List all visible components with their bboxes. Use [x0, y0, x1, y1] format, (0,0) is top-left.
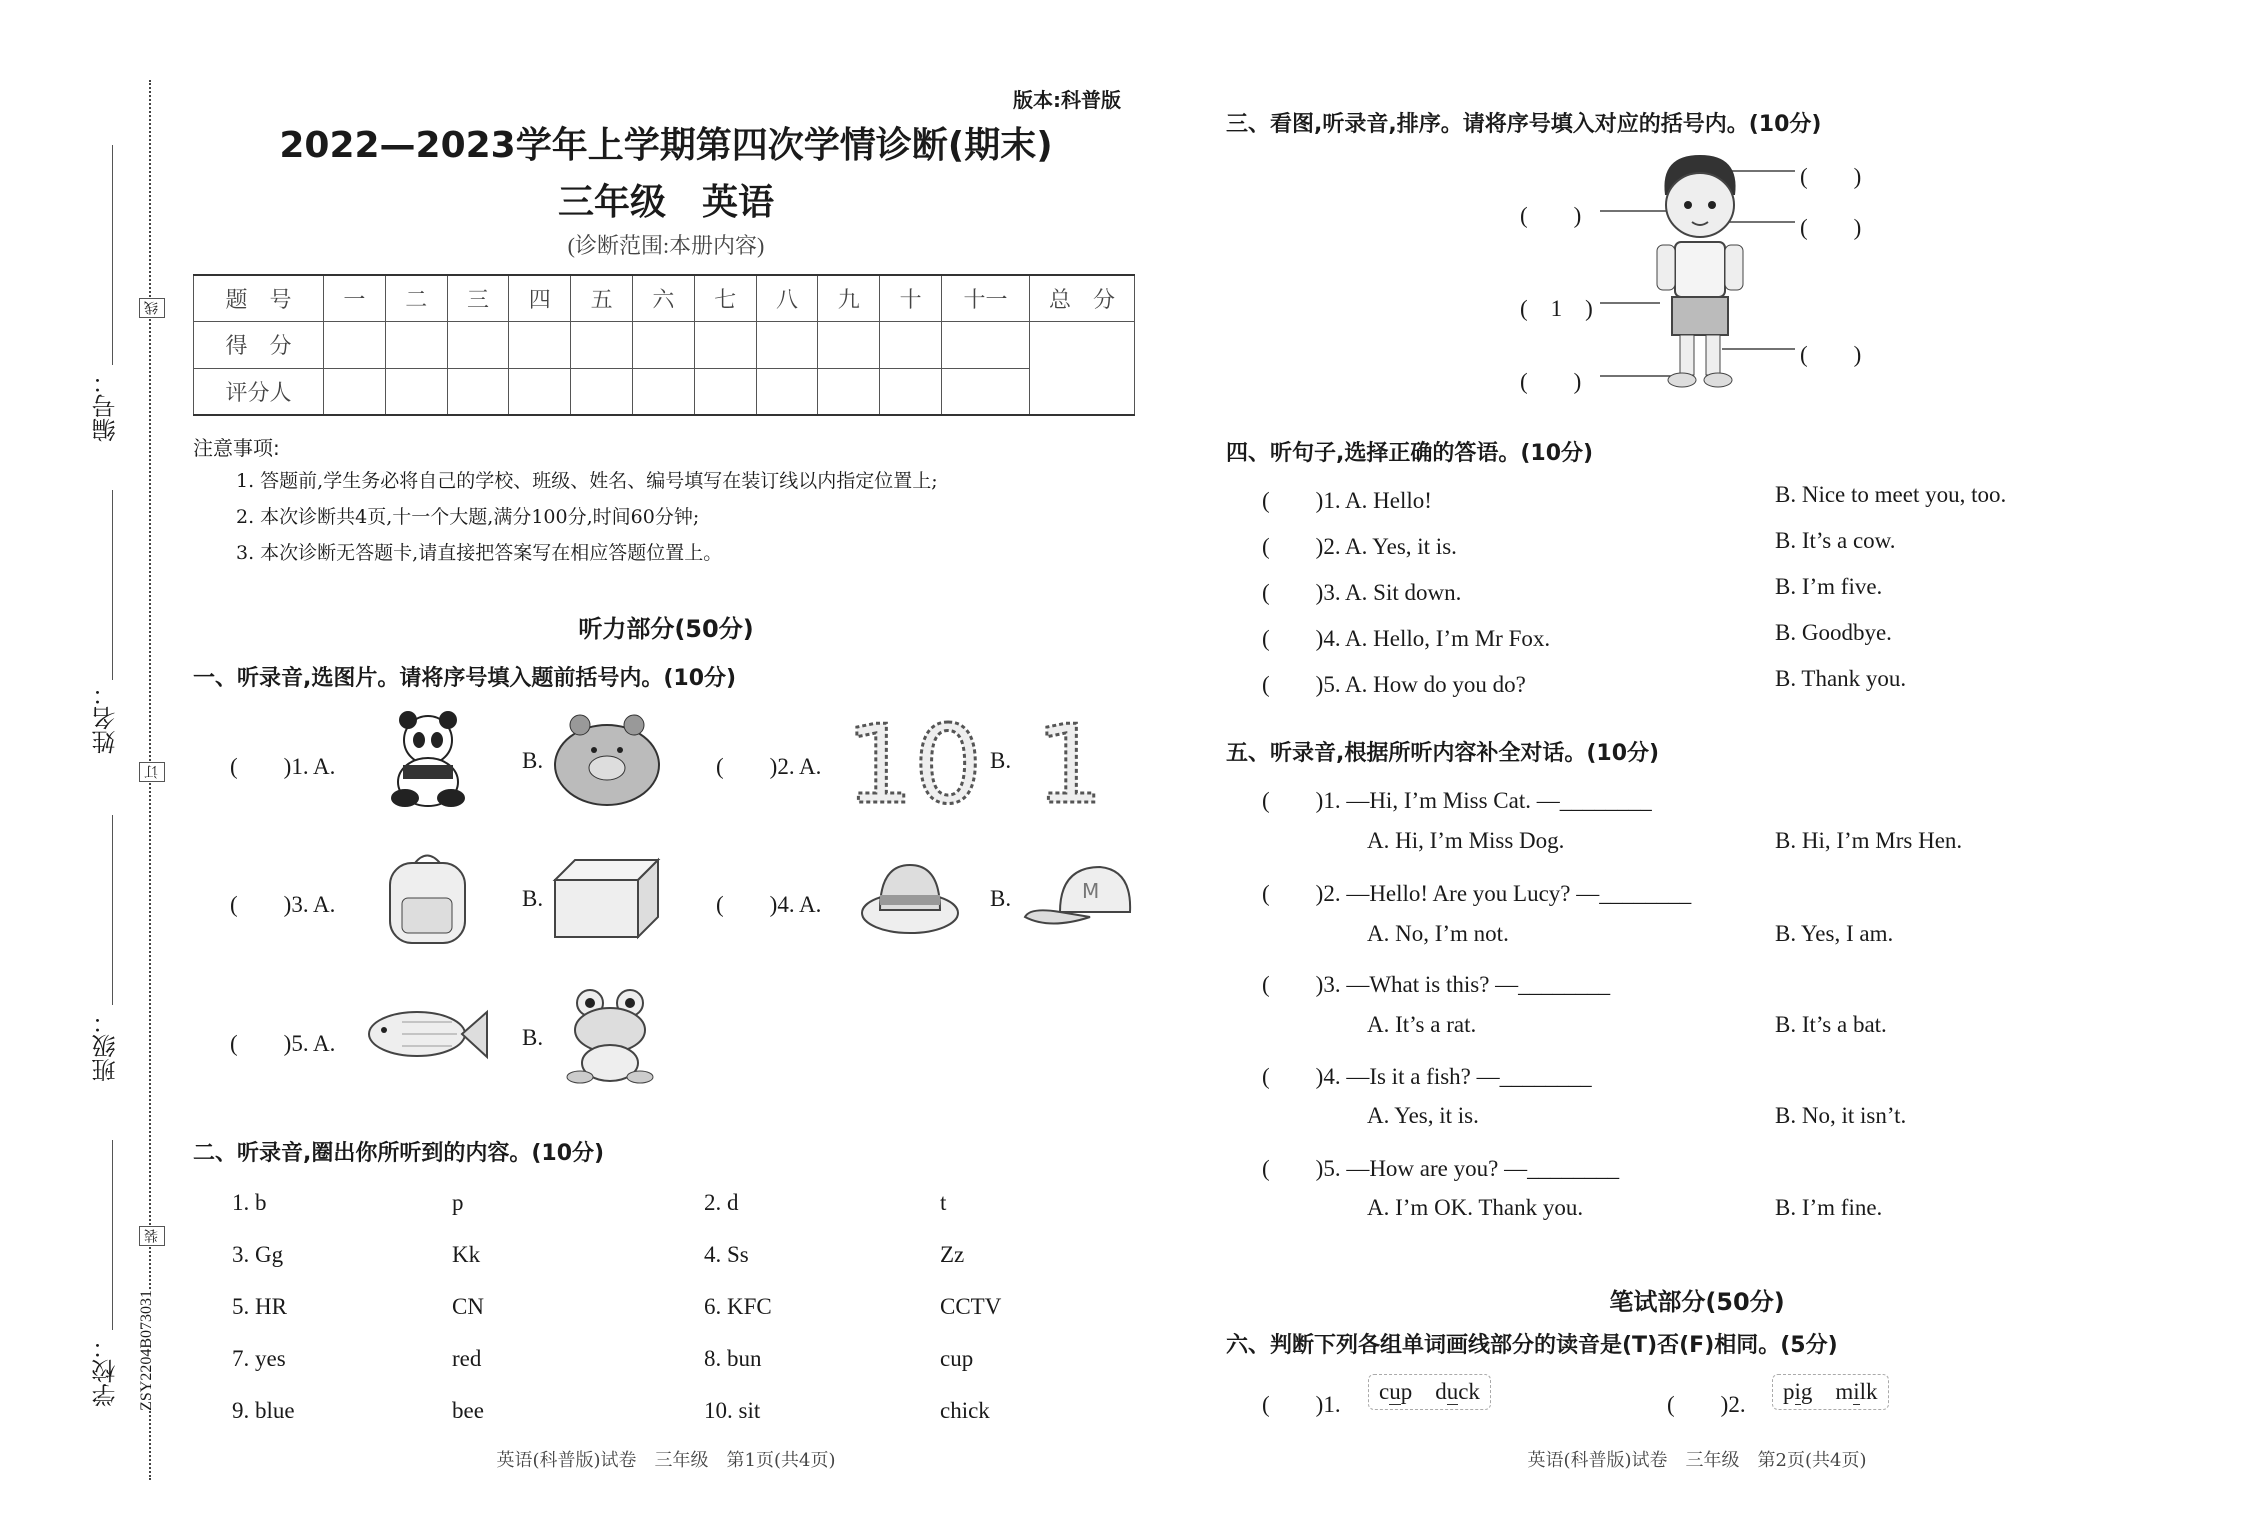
q6-word-box-1: [1368, 1374, 1491, 1410]
exam-scope: (诊断范围:本册内容): [567, 233, 765, 258]
paper-code: ZSY2204B073031: [138, 1290, 155, 1411]
q4-item: ( )2. A. Yes, it is.: [1262, 534, 1457, 559]
q2-option[interactable]: t: [940, 1190, 947, 1215]
class-line[interactable]: [112, 815, 113, 1005]
notes-title: 注意事项:: [193, 436, 280, 460]
q3-bracket-left[interactable]: ( 1 ): [1520, 296, 1593, 321]
name-line[interactable]: [112, 490, 113, 680]
score-cell[interactable]: [385, 322, 447, 368]
q5-option-a: A. No, I’m not.: [1367, 921, 1509, 946]
q3-bracket-right[interactable]: ( ): [1800, 342, 1862, 367]
q2-option[interactable]: 5. HR: [232, 1294, 287, 1319]
grader-cell[interactable]: [694, 368, 756, 415]
q6-word-box-2: [1772, 1374, 1889, 1410]
svg-text:10: 10: [845, 703, 983, 828]
boy-image: [1600, 150, 1810, 395]
q2-option[interactable]: Zz: [940, 1242, 965, 1267]
q6-item-1: ( )1.: [1262, 1392, 1341, 1417]
svg-text:M: M: [1082, 879, 1100, 903]
q2-option[interactable]: 7. yes: [232, 1346, 286, 1371]
field-name: 姓名：: [92, 682, 120, 754]
grader-cell[interactable]: [632, 368, 694, 415]
backpack-image: [380, 848, 475, 948]
header-cell: 总 分: [1030, 275, 1135, 322]
q2-option[interactable]: cup: [940, 1346, 974, 1371]
header-cell: 一: [324, 275, 386, 322]
header-cell: 十: [880, 275, 942, 322]
hat-image: [858, 855, 963, 940]
version-label: 版本:科普版: [1013, 88, 1121, 112]
field-school: 学校：: [92, 1335, 120, 1407]
score-cell[interactable]: [880, 322, 942, 368]
q4-option-b: B. I’m five.: [1775, 574, 1883, 599]
grader-cell[interactable]: [324, 368, 386, 415]
q2-option[interactable]: red: [452, 1346, 482, 1371]
grader-cell[interactable]: [818, 368, 880, 415]
q3-title: 三、看图,听录音,排序。请将序号填入对应的括号内。(10分): [1226, 112, 1822, 137]
header-cell: 九: [818, 275, 880, 322]
frog-image: [565, 985, 655, 1085]
word: cup: [1379, 1379, 1413, 1404]
grader-cell[interactable]: [385, 368, 447, 415]
word: duck: [1435, 1379, 1480, 1404]
score-cell[interactable]: [694, 322, 756, 368]
q4-option-b: B. It’s a cow.: [1775, 528, 1896, 553]
grader-cell[interactable]: [509, 368, 571, 415]
q5-option-b: B. I’m fine.: [1775, 1195, 1883, 1220]
q2-title: 二、听录音,圈出你所听到的内容。(10分): [193, 1141, 605, 1166]
q3-bracket-right[interactable]: ( ): [1800, 215, 1862, 240]
number-ten-image: [845, 703, 983, 828]
note-item: 1. 答题前,学生务必将自己的学校、班级、姓名、编号填写在装订线以内指定位置上;: [236, 470, 938, 492]
header-cell: 题 号: [194, 275, 324, 322]
score-cell[interactable]: [447, 322, 509, 368]
score-cell[interactable]: [756, 322, 818, 368]
q5-option-a: A. It’s a rat.: [1367, 1012, 1477, 1037]
school-line[interactable]: [112, 1140, 113, 1330]
field-class: 班级：: [92, 1010, 120, 1082]
q5-option-b: B. Hi, I’m Mrs Hen.: [1775, 828, 1963, 853]
q1-option-b: B.: [522, 886, 544, 911]
q2-option[interactable]: 8. bun: [704, 1346, 762, 1371]
q1-option-b: B.: [990, 748, 1012, 773]
word: milk: [1835, 1379, 1878, 1404]
q5-option-a: A. Yes, it is.: [1367, 1103, 1479, 1128]
q1-item-5: ( )5. A.: [230, 1031, 336, 1056]
header-cell: 三: [447, 275, 509, 322]
mark-line: 线: [139, 298, 165, 318]
grader-cell[interactable]: [756, 368, 818, 415]
q1-option-b: B.: [522, 1025, 544, 1050]
header-cell: 八: [756, 275, 818, 322]
q3-bracket-left[interactable]: ( ): [1520, 203, 1582, 228]
grader-cell[interactable]: [880, 368, 942, 415]
header-cell: 七: [694, 275, 756, 322]
number-line[interactable]: [112, 145, 113, 365]
q2-option[interactable]: 1. b: [232, 1190, 267, 1215]
score-cell[interactable]: [324, 322, 386, 368]
number-one-image: [1035, 703, 1104, 828]
svg-text:1: 1: [1035, 703, 1104, 828]
header-cell: 二: [385, 275, 447, 322]
q2-option[interactable]: CN: [452, 1294, 484, 1319]
score-cell[interactable]: [509, 322, 571, 368]
q2-option[interactable]: 2. d: [704, 1190, 739, 1215]
note-item: 3. 本次诊断无答题卡,请直接把答案写在相应答题位置上。: [236, 542, 723, 564]
word: pig: [1783, 1379, 1813, 1404]
q1-item-4: ( )4. A.: [716, 892, 822, 917]
q4-option-b: B. Thank you.: [1775, 666, 1907, 691]
q5-option-b: B. Yes, I am.: [1775, 921, 1894, 946]
q4-title: 四、听句子,选择正确的答语。(10分): [1226, 441, 1594, 466]
writing-section-title: 笔试部分(50分): [1609, 1288, 1785, 1316]
grader-cell[interactable]: [571, 368, 633, 415]
q2-option[interactable]: bee: [452, 1398, 484, 1423]
grader-cell[interactable]: [942, 368, 1030, 415]
header-cell: 六: [632, 275, 694, 322]
mark-install: 装: [139, 1226, 165, 1246]
q2-option[interactable]: chick: [940, 1398, 990, 1423]
q5-item: ( )2. —Hello! Are you Lucy? —________: [1262, 881, 1692, 906]
header-cell: 五: [571, 275, 633, 322]
q3-bracket-right[interactable]: ( ): [1800, 164, 1862, 189]
total-cell[interactable]: [1030, 322, 1135, 415]
bear-image: [550, 710, 665, 810]
q1-title: 一、听录音,选图片。请将序号填入题前括号内。(10分): [193, 666, 737, 691]
q2-option[interactable]: 6. KFC: [704, 1294, 772, 1319]
q5-option-a: A. I’m OK. Thank you.: [1367, 1195, 1584, 1220]
q4-item: ( )1. A. Hello!: [1262, 488, 1432, 513]
q5-option-b: B. No, it isn’t.: [1775, 1103, 1907, 1128]
q1-item-1: ( )1. A.: [230, 754, 336, 779]
box-image: [550, 855, 662, 940]
grader-cell[interactable]: [447, 368, 509, 415]
header-cell: 四: [509, 275, 571, 322]
q5-option-b: B. It’s a bat.: [1775, 1012, 1887, 1037]
page-footer-1: 英语(科普版)试卷 三年级 第1页(共4页): [496, 1450, 836, 1471]
q2-option[interactable]: 4. Ss: [704, 1242, 749, 1267]
header-cell: 十一: [942, 275, 1030, 322]
cap-image: [1020, 862, 1135, 937]
row-label: 评分人: [194, 368, 324, 415]
listening-section-title: 听力部分(50分): [578, 615, 754, 643]
q5-item: ( )4. —Is it a fish? —________: [1262, 1064, 1592, 1089]
q1-item-2: ( )2. A.: [716, 754, 822, 779]
row-label: 得 分: [194, 322, 324, 368]
panda-image: [383, 710, 473, 810]
note-item: 2. 本次诊断共4页,十一个大题,满分100分,时间60分钟;: [236, 506, 700, 528]
q2-option[interactable]: 9. blue: [232, 1398, 295, 1423]
q2-option[interactable]: CCTV: [940, 1294, 1002, 1319]
q2-option[interactable]: 3. Gg: [232, 1242, 284, 1267]
score-table: [193, 274, 1135, 416]
field-number: 编号：: [92, 370, 120, 442]
q3-bracket-left[interactable]: ( ): [1520, 369, 1582, 394]
q5-item: ( )1. —Hi, I’m Miss Cat. —________: [1262, 788, 1652, 813]
exam-title: 2022—2023学年上学期第四次学情诊断(期末): [279, 125, 1053, 166]
score-cell[interactable]: [632, 322, 694, 368]
page-footer-2: 英语(科普版)试卷 三年级 第2页(共4页): [1527, 1450, 1867, 1471]
q2-option[interactable]: p: [452, 1190, 464, 1215]
score-cell[interactable]: [571, 322, 633, 368]
q1-option-b: B.: [990, 886, 1012, 911]
score-cell[interactable]: [818, 322, 880, 368]
q4-option-b: B. Goodbye.: [1775, 620, 1892, 645]
q1-item-3: ( )3. A.: [230, 892, 336, 917]
q4-option-b: B. Nice to meet you, too.: [1775, 482, 2007, 507]
q1-option-b: B.: [522, 748, 544, 773]
q4-item: ( )5. A. How do you do?: [1262, 672, 1526, 697]
mark-bind: 订: [139, 762, 165, 782]
q5-option-a: A. Hi, I’m Miss Dog.: [1367, 828, 1565, 853]
q5-item: ( )3. —What is this? —________: [1262, 972, 1611, 997]
q4-item: ( )4. A. Hello, I’m Mr Fox.: [1262, 626, 1551, 651]
q6-item-2: ( )2.: [1667, 1392, 1746, 1417]
q5-item: ( )5. —How are you? —________: [1262, 1156, 1620, 1181]
q4-item: ( )3. A. Sit down.: [1262, 580, 1462, 605]
q5-title: 五、听录音,根据所听内容补全对话。(10分): [1226, 741, 1660, 766]
q2-option[interactable]: 10. sit: [704, 1398, 761, 1423]
q2-option[interactable]: Kk: [452, 1242, 481, 1267]
score-cell[interactable]: [942, 322, 1030, 368]
exam-subtitle: 三年级 英语: [557, 182, 775, 223]
fish-image: [362, 1002, 490, 1067]
q6-title: 六、判断下列各组单词画线部分的读音是(T)否(F)相同。(5分): [1226, 1333, 1838, 1358]
